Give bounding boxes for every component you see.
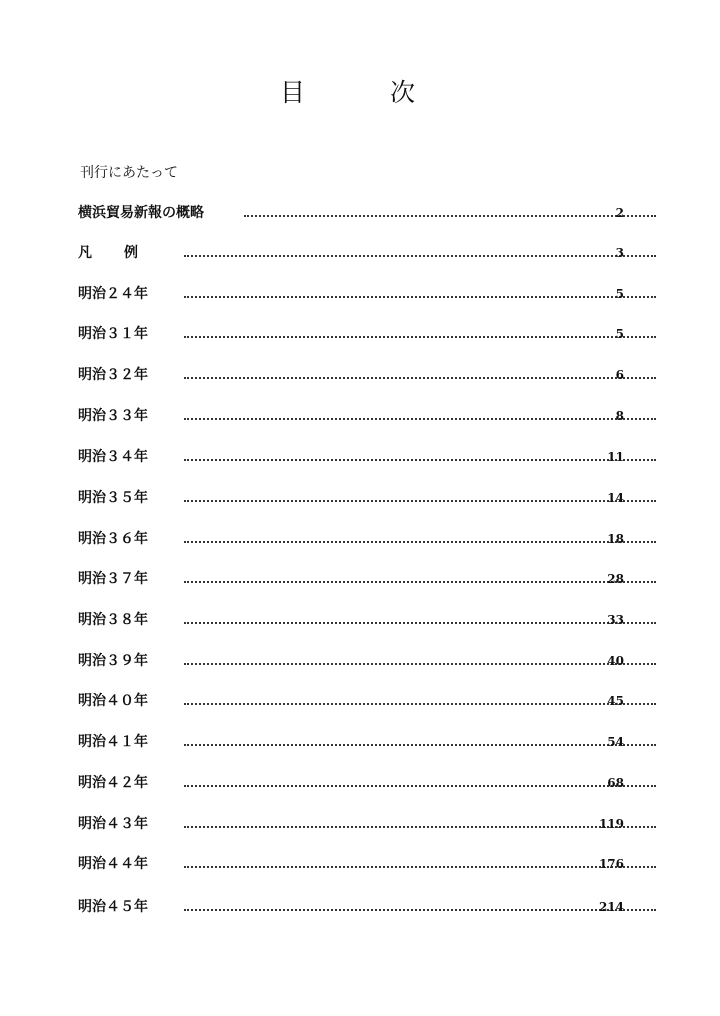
page-title-char-1: 目 — [280, 78, 306, 107]
preface-entry: 刊行にあたって — [80, 165, 178, 181]
toc-row-overview[interactable] — [78, 202, 624, 224]
dot-leader — [184, 459, 656, 461]
toc-label: 明治２４年 — [78, 286, 148, 302]
toc-page-number: 14 — [607, 491, 624, 505]
toc-page-number: 5 — [615, 327, 624, 341]
toc-page-number: 68 — [607, 776, 624, 790]
toc-page-number: 5 — [615, 287, 624, 301]
dot-leader — [184, 418, 656, 420]
toc-label: 横浜貿易新報の概略 — [78, 205, 204, 221]
toc-row-meiji-35[interactable] — [78, 487, 624, 509]
toc-row-meiji-37[interactable] — [78, 568, 624, 590]
toc-row-meiji-34[interactable] — [78, 446, 624, 468]
toc-label: 明治４１年 — [78, 734, 148, 750]
toc-row-meiji-43[interactable] — [78, 813, 624, 835]
dot-leader — [184, 744, 656, 746]
toc-page-number: 119 — [598, 817, 624, 831]
toc-row-legend[interactable] — [78, 242, 624, 264]
toc-label: 明治４５年 — [78, 899, 148, 915]
toc-row-meiji-40[interactable] — [78, 690, 624, 712]
toc-label: 明治４２年 — [78, 775, 148, 791]
toc-row-meiji-31[interactable] — [78, 323, 624, 345]
dot-leader — [184, 663, 656, 665]
toc-label: 明治３５年 — [78, 490, 148, 506]
toc-label-part-2: 例 — [124, 245, 138, 261]
toc-label: 明治４４年 — [78, 856, 148, 872]
dot-leader — [184, 909, 656, 911]
dot-leader — [184, 255, 656, 257]
dot-leader — [184, 296, 656, 298]
toc-page-number: 8 — [615, 409, 624, 423]
page-title-char-2: 次 — [390, 78, 416, 107]
toc-row-meiji-32[interactable] — [78, 364, 624, 386]
toc-label: 明治３３年 — [78, 408, 148, 424]
toc-page-number: 54 — [607, 735, 624, 749]
toc-label: 明治３７年 — [78, 571, 148, 587]
toc-page-number: 18 — [607, 532, 624, 546]
toc-row-meiji-39[interactable] — [78, 650, 624, 672]
toc-page-number: 33 — [607, 613, 624, 627]
dot-leader — [184, 581, 656, 583]
toc-row-meiji-38[interactable] — [78, 609, 624, 631]
toc-label: 明治４３年 — [78, 816, 148, 832]
dot-leader — [184, 866, 656, 868]
toc-page-number: 40 — [607, 654, 624, 668]
toc-page-number: 2 — [615, 206, 624, 220]
dot-leader — [244, 215, 656, 217]
toc-row-meiji-36[interactable] — [78, 528, 624, 550]
toc-row-meiji-24[interactable] — [78, 283, 624, 305]
toc-row-meiji-45[interactable] — [78, 896, 624, 918]
dot-leader — [184, 826, 656, 828]
toc-page-number: 176 — [598, 857, 624, 871]
toc-page-number: 11 — [607, 450, 624, 464]
dot-leader — [184, 541, 656, 543]
toc-page-number: 3 — [615, 246, 624, 260]
dot-leader — [184, 336, 656, 338]
toc-page-number: 45 — [607, 694, 624, 708]
dot-leader — [184, 500, 656, 502]
dot-leader — [184, 377, 656, 379]
toc-row-meiji-41[interactable] — [78, 731, 624, 753]
toc-label: 明治３４年 — [78, 449, 148, 465]
toc-page-number: 6 — [615, 368, 624, 382]
toc-label — [78, 242, 138, 264]
toc-row-meiji-33[interactable] — [78, 405, 624, 427]
toc-label-part-1: 凡 — [78, 245, 92, 261]
toc-label: 明治３６年 — [78, 531, 148, 547]
toc-label: 明治３１年 — [78, 326, 148, 342]
dot-leader — [184, 703, 656, 705]
dot-leader — [184, 785, 656, 787]
toc-label: 明治３８年 — [78, 612, 148, 628]
toc-row-meiji-44[interactable] — [78, 853, 624, 875]
toc-row-meiji-42[interactable] — [78, 772, 624, 794]
toc-page-number: 214 — [598, 900, 624, 914]
toc-label: 明治３２年 — [78, 367, 148, 383]
dot-leader — [184, 622, 656, 624]
toc-label: 明治４０年 — [78, 693, 148, 709]
toc-label: 明治３９年 — [78, 653, 148, 669]
toc-page-number: 28 — [607, 572, 624, 586]
